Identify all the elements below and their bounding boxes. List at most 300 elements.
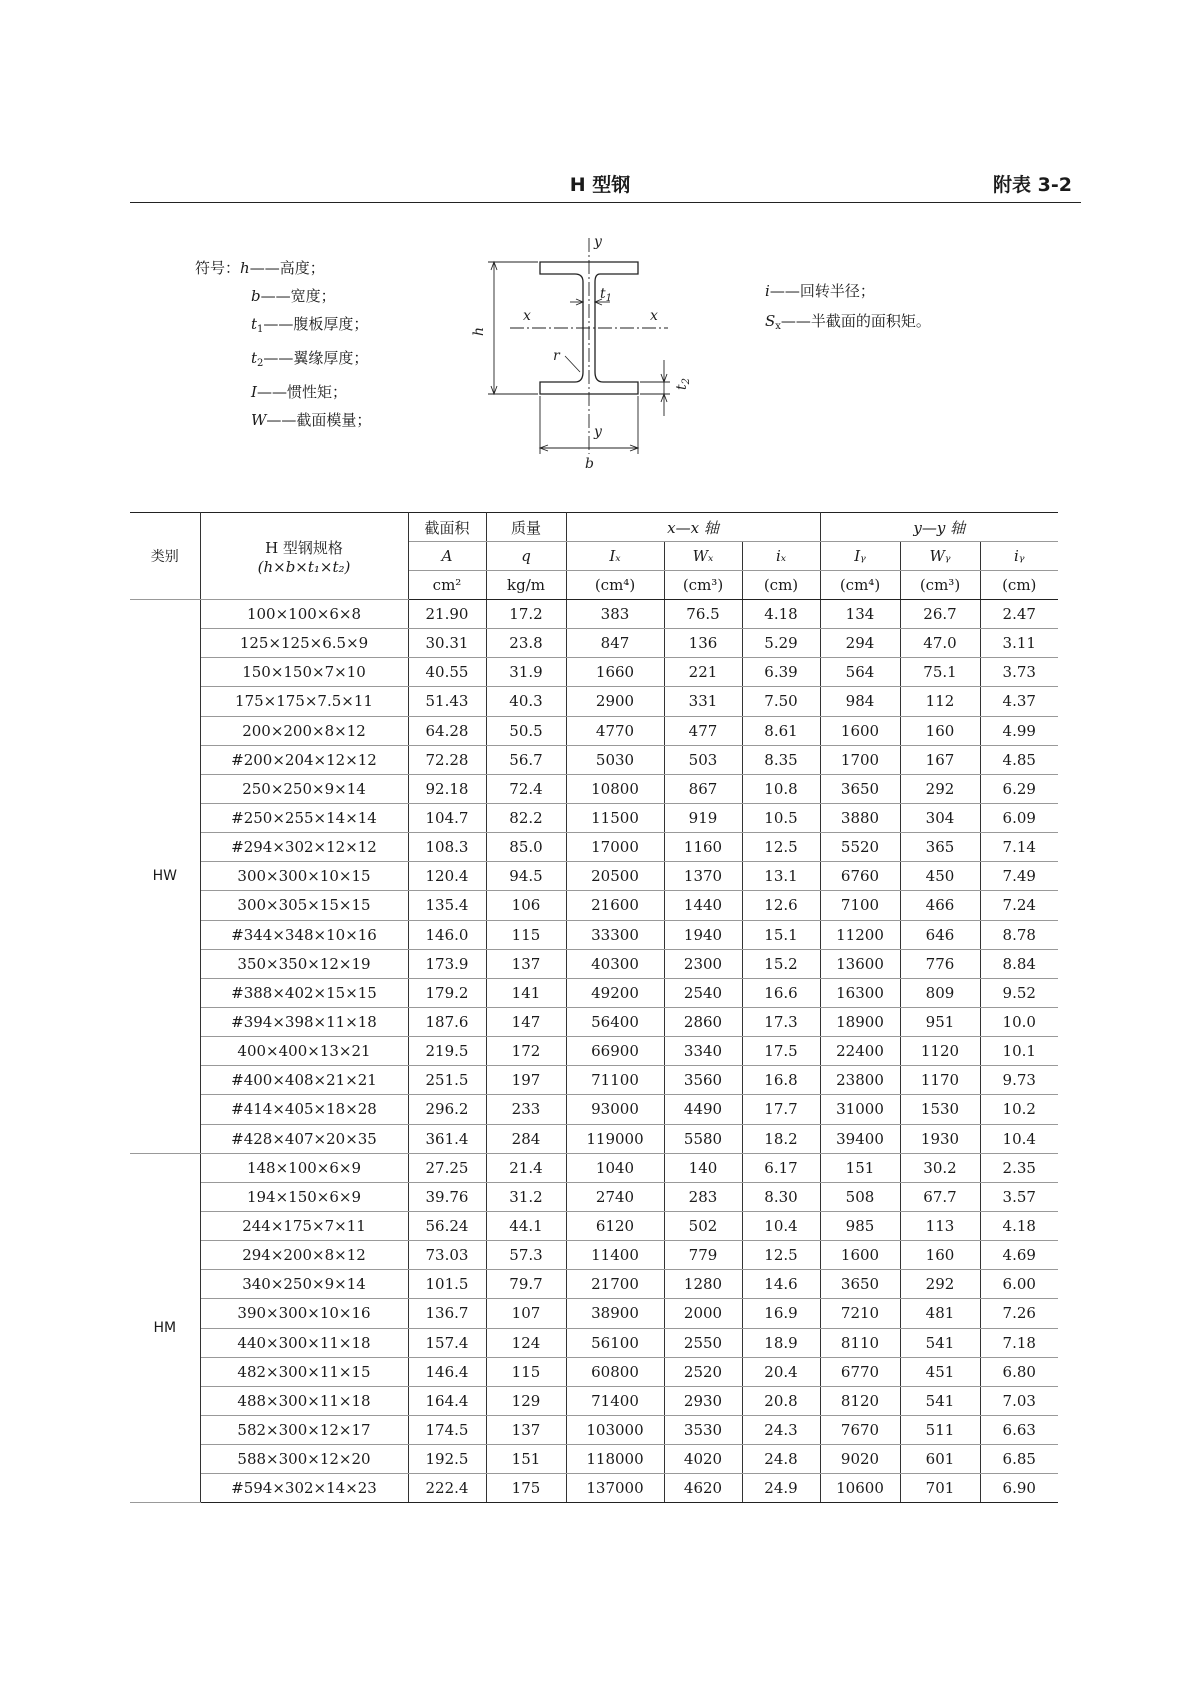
cell-ix: 13.1 <box>742 862 820 891</box>
cell-Wy: 809 <box>900 978 980 1007</box>
cell-ix: 18.2 <box>742 1124 820 1153</box>
cell-Iy: 564 <box>820 658 900 687</box>
cell-area: 64.28 <box>408 716 486 745</box>
legend-text: ——半截面的面积矩。 <box>780 312 931 330</box>
cell-mass: 106 <box>486 891 566 920</box>
cell-Ix: 56400 <box>566 1007 664 1036</box>
table-row <box>130 1386 1058 1415</box>
cell-spec: 582×300×12×17 <box>200 1415 408 1444</box>
cell-spec: #388×402×15×15 <box>200 978 408 1007</box>
cell-area: 21.90 <box>408 600 486 629</box>
legend-row <box>195 282 371 310</box>
cell-spec: 588×300×12×20 <box>200 1445 408 1474</box>
cell-Ix: 1660 <box>566 658 664 687</box>
cell-iy: 8.78 <box>980 920 1058 949</box>
h-section-diagram <box>470 232 690 484</box>
cell-mass: 233 <box>486 1095 566 1124</box>
col-area: 截面积 <box>408 513 486 542</box>
legend-text: ——截面模量； <box>266 411 372 429</box>
page-title: H 型钢 <box>569 174 631 196</box>
legend-row <box>195 378 371 406</box>
table-row <box>130 687 1058 716</box>
cell-Iy: 294 <box>820 629 900 658</box>
table-row <box>130 600 1058 629</box>
cell-spec: 200×200×8×12 <box>200 716 408 745</box>
cell-Wx: 331 <box>664 687 742 716</box>
cell-mass: 72.4 <box>486 774 566 803</box>
cell-Wy: 511 <box>900 1415 980 1444</box>
cell-Iy: 11200 <box>820 920 900 949</box>
cell-Iy: 8120 <box>820 1386 900 1415</box>
h-section-table <box>130 512 1058 1503</box>
cell-spec: 440×300×11×18 <box>200 1328 408 1357</box>
cell-ix: 8.30 <box>742 1182 820 1211</box>
cell-Wy: 646 <box>900 920 980 949</box>
cell-Iy: 985 <box>820 1211 900 1240</box>
cell-Wx: 221 <box>664 658 742 687</box>
cell-area: 120.4 <box>408 862 486 891</box>
cell-mass: 175 <box>486 1474 566 1503</box>
col-ix: iₓ <box>742 542 820 571</box>
cell-Ix: 93000 <box>566 1095 664 1124</box>
label-b: b <box>585 456 594 472</box>
cell-iy: 9.52 <box>980 978 1058 1007</box>
label-x-left: x <box>523 308 531 324</box>
cell-Wx: 5580 <box>664 1124 742 1153</box>
legend-prefix: 符号： <box>195 259 241 277</box>
cell-area: 146.0 <box>408 920 486 949</box>
cell-area: 108.3 <box>408 833 486 862</box>
cell-Ix: 1040 <box>566 1153 664 1182</box>
cell-iy: 10.0 <box>980 1007 1058 1036</box>
cell-Iy: 3650 <box>820 774 900 803</box>
cell-iy: 10.2 <box>980 1095 1058 1124</box>
table-row <box>130 1270 1058 1299</box>
cell-spec: #400×408×21×21 <box>200 1066 408 1095</box>
legend-text: ——腹板厚度； <box>263 315 369 333</box>
cell-spec: #594×302×14×23 <box>200 1474 408 1503</box>
cell-ix: 16.6 <box>742 978 820 1007</box>
legend-row <box>765 276 931 306</box>
col-y-axis-group: y—y 轴 <box>820 513 1058 542</box>
cell-ix: 14.6 <box>742 1270 820 1299</box>
col-Iy-unit: (cm⁴) <box>820 571 900 600</box>
cell-mass: 197 <box>486 1066 566 1095</box>
cell-area: 179.2 <box>408 978 486 1007</box>
cell-mass: 94.5 <box>486 862 566 891</box>
label-t1 <box>600 286 612 304</box>
table-row <box>130 978 1058 1007</box>
cell-area: 174.5 <box>408 1415 486 1444</box>
cell-Wx: 1160 <box>664 833 742 862</box>
cell-Iy: 8110 <box>820 1328 900 1357</box>
cell-spec: #294×302×12×12 <box>200 833 408 862</box>
cell-area: 72.28 <box>408 745 486 774</box>
label-x-right: x <box>650 308 658 324</box>
cell-Wy: 112 <box>900 687 980 716</box>
cell-mass: 57.3 <box>486 1241 566 1270</box>
legend-text: ——惯性矩； <box>256 383 347 401</box>
cell-Wy: 167 <box>900 745 980 774</box>
cell-mass: 31.2 <box>486 1182 566 1211</box>
cell-iy: 6.29 <box>980 774 1058 803</box>
col-x-axis-group: x—x 轴 <box>566 513 820 542</box>
cell-ix: 24.3 <box>742 1415 820 1444</box>
cell-ix: 10.5 <box>742 803 820 832</box>
cell-iy: 4.69 <box>980 1241 1058 1270</box>
cell-ix: 17.5 <box>742 1037 820 1066</box>
cell-Wx: 2540 <box>664 978 742 1007</box>
cell-Wx: 4620 <box>664 1474 742 1503</box>
cell-Ix: 118000 <box>566 1445 664 1474</box>
table-row <box>130 920 1058 949</box>
cell-area: 92.18 <box>408 774 486 803</box>
table-row <box>130 1153 1058 1182</box>
cell-spec: #394×398×11×18 <box>200 1007 408 1036</box>
legend-row <box>195 254 371 282</box>
cell-iy: 6.09 <box>980 803 1058 832</box>
cell-Ix: 11500 <box>566 803 664 832</box>
cell-Ix: 21700 <box>566 1270 664 1299</box>
cell-Wx: 1370 <box>664 862 742 891</box>
table-body <box>130 600 1058 1503</box>
legend-symbol: W <box>251 411 267 429</box>
cell-ix: 20.4 <box>742 1357 820 1386</box>
cell-mass: 40.3 <box>486 687 566 716</box>
cell-mass: 284 <box>486 1124 566 1153</box>
legend-text: ——翼缘厚度； <box>263 349 369 367</box>
cell-Ix: 60800 <box>566 1357 664 1386</box>
cell-mass: 23.8 <box>486 629 566 658</box>
cell-ix: 17.3 <box>742 1007 820 1036</box>
cell-Iy: 6770 <box>820 1357 900 1386</box>
cell-Wx: 477 <box>664 716 742 745</box>
cell-Wy: 75.1 <box>900 658 980 687</box>
cell-Iy: 22400 <box>820 1037 900 1066</box>
col-iy: iᵧ <box>980 542 1058 571</box>
cell-iy: 4.37 <box>980 687 1058 716</box>
cell-Wx: 779 <box>664 1241 742 1270</box>
cell-Iy: 10600 <box>820 1474 900 1503</box>
legend-subscript: 2 <box>257 358 264 369</box>
cell-mass: 115 <box>486 920 566 949</box>
cell-ix: 16.9 <box>742 1299 820 1328</box>
label-r: r <box>553 348 560 364</box>
cell-spec: #414×405×18×28 <box>200 1095 408 1124</box>
cell-Wy: 160 <box>900 716 980 745</box>
cell-ix: 16.8 <box>742 1066 820 1095</box>
cell-Iy: 39400 <box>820 1124 900 1153</box>
cell-spec: 250×250×9×14 <box>200 774 408 803</box>
table-row <box>130 1474 1058 1503</box>
cell-ix: 12.5 <box>742 1241 820 1270</box>
cell-Ix: 11400 <box>566 1241 664 1270</box>
legend-symbol: I <box>251 383 257 401</box>
table-row <box>130 949 1058 978</box>
cell-area: 56.24 <box>408 1211 486 1240</box>
cell-iy: 6.80 <box>980 1357 1058 1386</box>
col-Wy-unit: (cm³) <box>900 571 980 600</box>
cell-spec: 100×100×6×8 <box>200 600 408 629</box>
legend-symbol: h <box>240 259 250 277</box>
cell-Wy: 30.2 <box>900 1153 980 1182</box>
table-row <box>130 1182 1058 1211</box>
cell-ix: 7.50 <box>742 687 820 716</box>
cell-Iy: 3880 <box>820 803 900 832</box>
cell-Wx: 4490 <box>664 1095 742 1124</box>
cell-ix: 15.2 <box>742 949 820 978</box>
cell-area: 164.4 <box>408 1386 486 1415</box>
cell-area: 192.5 <box>408 1445 486 1474</box>
table-row <box>130 1095 1058 1124</box>
table-row <box>130 1037 1058 1066</box>
cell-ix: 12.5 <box>742 833 820 862</box>
cell-area: 187.6 <box>408 1007 486 1036</box>
cell-Ix: 66900 <box>566 1037 664 1066</box>
cell-Iy: 9020 <box>820 1445 900 1474</box>
cell-iy: 6.85 <box>980 1445 1058 1474</box>
legend-row <box>195 406 371 434</box>
cell-Iy: 1700 <box>820 745 900 774</box>
table-row <box>130 803 1058 832</box>
cell-Wy: 292 <box>900 774 980 803</box>
cell-ix: 5.29 <box>742 629 820 658</box>
cell-Ix: 119000 <box>566 1124 664 1153</box>
cell-Wx: 2860 <box>664 1007 742 1036</box>
cell-mass: 137 <box>486 1415 566 1444</box>
cell-area: 219.5 <box>408 1037 486 1066</box>
cell-mass: 21.4 <box>486 1153 566 1182</box>
cell-Wx: 3530 <box>664 1415 742 1444</box>
cell-Ix: 56100 <box>566 1328 664 1357</box>
cell-Iy: 508 <box>820 1182 900 1211</box>
cell-ix: 15.1 <box>742 920 820 949</box>
cell-ix: 20.8 <box>742 1386 820 1415</box>
legend-symbol: b <box>251 287 261 305</box>
table-row <box>130 1445 1058 1474</box>
col-Iy: Iᵧ <box>820 542 900 571</box>
cell-Ix: 847 <box>566 629 664 658</box>
cell-Wx: 283 <box>664 1182 742 1211</box>
cell-mass: 141 <box>486 978 566 1007</box>
cell-Wx: 1280 <box>664 1270 742 1299</box>
col-Ix-unit: (cm⁴) <box>566 571 664 600</box>
cell-Wy: 951 <box>900 1007 980 1036</box>
cell-mass: 50.5 <box>486 716 566 745</box>
cell-spec: #200×204×12×12 <box>200 745 408 774</box>
category-cell: HM <box>130 1153 200 1503</box>
cell-Iy: 18900 <box>820 1007 900 1036</box>
cell-iy: 7.24 <box>980 891 1058 920</box>
cell-iy: 6.63 <box>980 1415 1058 1444</box>
cell-Wy: 1530 <box>900 1095 980 1124</box>
cell-mass: 82.2 <box>486 803 566 832</box>
cell-Wx: 3340 <box>664 1037 742 1066</box>
cell-area: 104.7 <box>408 803 486 832</box>
cell-Wy: 466 <box>900 891 980 920</box>
cell-Wx: 867 <box>664 774 742 803</box>
cell-mass: 79.7 <box>486 1270 566 1299</box>
legend-subscript: x <box>775 321 781 332</box>
cell-iy: 10.1 <box>980 1037 1058 1066</box>
cell-iy: 6.90 <box>980 1474 1058 1503</box>
legend-symbol: S <box>765 312 776 330</box>
cell-spec: #428×407×20×35 <box>200 1124 408 1153</box>
cell-Wy: 541 <box>900 1328 980 1357</box>
col-ix-unit: (cm) <box>742 571 820 600</box>
cell-spec: 340×250×9×14 <box>200 1270 408 1299</box>
cell-ix: 8.35 <box>742 745 820 774</box>
table-number: 附表 3-2 <box>993 174 1072 196</box>
table-row <box>130 833 1058 862</box>
cell-mass: 129 <box>486 1386 566 1415</box>
cell-ix: 18.9 <box>742 1328 820 1357</box>
cell-Wx: 2000 <box>664 1299 742 1328</box>
cell-Wy: 1930 <box>900 1124 980 1153</box>
cell-spec: #250×255×14×14 <box>200 803 408 832</box>
cell-mass: 172 <box>486 1037 566 1066</box>
cell-area: 222.4 <box>408 1474 486 1503</box>
cell-spec: 482×300×11×15 <box>200 1357 408 1386</box>
cell-spec: 300×300×10×15 <box>200 862 408 891</box>
cell-ix: 17.7 <box>742 1095 820 1124</box>
cell-area: 135.4 <box>408 891 486 920</box>
col-Wx-unit: (cm³) <box>664 571 742 600</box>
cell-area: 361.4 <box>408 1124 486 1153</box>
label-t1-letter: t <box>600 286 606 302</box>
cell-ix: 12.6 <box>742 891 820 920</box>
legend-row <box>195 310 371 344</box>
label-t2-sub: 2 <box>681 377 692 385</box>
cell-Iy: 7670 <box>820 1415 900 1444</box>
cell-Wy: 113 <box>900 1211 980 1240</box>
cell-area: 157.4 <box>408 1328 486 1357</box>
cell-Ix: 2900 <box>566 687 664 716</box>
col-area-unit: cm² <box>408 571 486 600</box>
table-row <box>130 1241 1058 1270</box>
cell-area: 40.55 <box>408 658 486 687</box>
cell-Iy: 1600 <box>820 716 900 745</box>
cell-Iy: 151 <box>820 1153 900 1182</box>
cell-spec: 400×400×13×21 <box>200 1037 408 1066</box>
cell-spec: 390×300×10×16 <box>200 1299 408 1328</box>
cell-Wy: 450 <box>900 862 980 891</box>
cell-iy: 4.85 <box>980 745 1058 774</box>
legend-text: ——高度； <box>249 259 325 277</box>
cell-Ix: 5030 <box>566 745 664 774</box>
cell-Wx: 2930 <box>664 1386 742 1415</box>
cell-spec: 244×175×7×11 <box>200 1211 408 1240</box>
legend-row <box>765 306 931 342</box>
cell-Ix: 20500 <box>566 862 664 891</box>
cell-Iy: 6760 <box>820 862 900 891</box>
cell-mass: 107 <box>486 1299 566 1328</box>
col-Wx: Wₓ <box>664 542 742 571</box>
cell-Ix: 38900 <box>566 1299 664 1328</box>
cell-spec: 125×125×6.5×9 <box>200 629 408 658</box>
cell-ix: 8.61 <box>742 716 820 745</box>
cell-area: 51.43 <box>408 687 486 716</box>
cell-iy: 3.11 <box>980 629 1058 658</box>
cell-ix: 24.9 <box>742 1474 820 1503</box>
cell-mass: 147 <box>486 1007 566 1036</box>
cell-area: 73.03 <box>408 1241 486 1270</box>
legend-symbol: i <box>765 282 770 300</box>
cell-spec: 300×305×15×15 <box>200 891 408 920</box>
label-t1-sub: 1 <box>605 293 613 304</box>
cell-Iy: 984 <box>820 687 900 716</box>
cell-area: 27.25 <box>408 1153 486 1182</box>
table-row <box>130 1211 1058 1240</box>
cell-iy: 10.4 <box>980 1124 1058 1153</box>
col-category: 类别 <box>130 513 200 600</box>
cell-Wx: 1940 <box>664 920 742 949</box>
cell-iy: 6.00 <box>980 1270 1058 1299</box>
cell-Iy: 5520 <box>820 833 900 862</box>
cell-area: 39.76 <box>408 1182 486 1211</box>
table-row <box>130 862 1058 891</box>
cell-Ix: 2740 <box>566 1182 664 1211</box>
cell-iy: 3.57 <box>980 1182 1058 1211</box>
cell-Wx: 2300 <box>664 949 742 978</box>
cell-iy: 7.49 <box>980 862 1058 891</box>
cell-Iy: 23800 <box>820 1066 900 1095</box>
table-row <box>130 1007 1058 1036</box>
cell-Ix: 71100 <box>566 1066 664 1095</box>
cell-Iy: 7210 <box>820 1299 900 1328</box>
table-row <box>130 1328 1058 1357</box>
col-iy-unit: (cm) <box>980 571 1058 600</box>
cell-iy: 7.14 <box>980 833 1058 862</box>
cell-spec: 150×150×7×10 <box>200 658 408 687</box>
cell-area: 296.2 <box>408 1095 486 1124</box>
legend-text: ——宽度； <box>260 287 336 305</box>
cell-Ix: 40300 <box>566 949 664 978</box>
legend-subscript: 1 <box>257 324 264 335</box>
col-Wy: Wᵧ <box>900 542 980 571</box>
cell-spec: 194×150×6×9 <box>200 1182 408 1211</box>
cell-ix: 24.8 <box>742 1445 820 1474</box>
cell-Wy: 47.0 <box>900 629 980 658</box>
cell-iy: 2.35 <box>980 1153 1058 1182</box>
cell-Iy: 31000 <box>820 1095 900 1124</box>
cell-area: 146.4 <box>408 1357 486 1386</box>
cell-Ix: 33300 <box>566 920 664 949</box>
cell-area: 136.7 <box>408 1299 486 1328</box>
cell-spec: 350×350×12×19 <box>200 949 408 978</box>
cell-Ix: 21600 <box>566 891 664 920</box>
cell-Ix: 6120 <box>566 1211 664 1240</box>
cell-Ix: 103000 <box>566 1415 664 1444</box>
table-row <box>130 1357 1058 1386</box>
cell-Wx: 4020 <box>664 1445 742 1474</box>
cell-Wy: 304 <box>900 803 980 832</box>
col-mass-unit: kg/m <box>486 571 566 600</box>
legend-symbol: t <box>251 349 258 367</box>
col-spec-formula: (h×b×t₁×t₂) <box>257 557 351 576</box>
cell-mass: 31.9 <box>486 658 566 687</box>
cell-Wx: 502 <box>664 1211 742 1240</box>
legend-text: ——回转半径； <box>769 282 875 300</box>
cell-iy: 4.99 <box>980 716 1058 745</box>
cell-Ix: 383 <box>566 600 664 629</box>
cell-Wy: 481 <box>900 1299 980 1328</box>
symbol-legend <box>195 254 371 434</box>
cell-area: 101.5 <box>408 1270 486 1299</box>
cell-Wy: 292 <box>900 1270 980 1299</box>
table-row <box>130 1066 1058 1095</box>
cell-Wy: 1170 <box>900 1066 980 1095</box>
